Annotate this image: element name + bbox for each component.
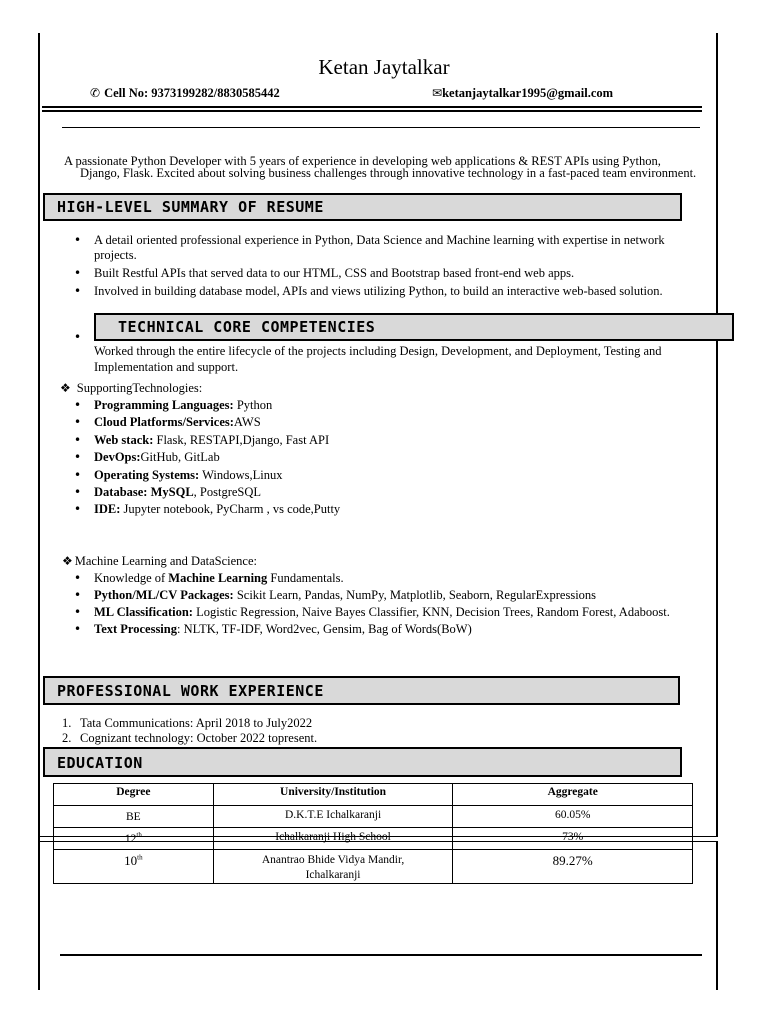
list-item: • Knowledge of Machine Learning Fundamentals. [70,571,670,586]
degree-cell: 12th [54,828,214,850]
ml-title-text: Machine Learning and DataScience: [74,554,257,568]
lifecycle-text: Worked through the entire lifecycle of the projects including Design, Development, and Deployment, Testing and Implementation and support. [94,344,662,374]
header-rule-top [42,106,702,108]
ml-list [70,571,670,637]
phone-text: Cell No: 9373199282/8830585442 [104,86,280,100]
page-border-left [38,33,40,990]
table-row [54,850,693,884]
list-item: • Database: MySQL, PostgreSQL [70,485,690,500]
list-item: • Web stack: Flask, RESTAPI,Django, Fast API [70,433,690,448]
list-item: • A detail oriented professional experience in Python, Data Science and Machine learning with expertise in network projects. [70,233,682,263]
institution-cell: D.K.T.E Ichalkaranji [213,806,453,828]
list-item: 2. Cognizant technology: October 2022 topresent. [62,731,318,745]
page-border-right [716,33,718,836]
section-summary-heading: HIGH-LEVEL SUMMARY OF RESUME [43,193,682,221]
aggregate-cell: 73% [453,828,693,850]
summary-list [70,233,682,299]
aggregate-cell: 89.27% [453,850,693,884]
section-education-heading: EDUCATION [43,747,682,777]
list-item: • Cloud Platforms/Services:AWS [70,415,690,430]
list-item: • Text Processing: NLTK, TF-IDF, Word2vec, Gensim, Bag of Words(BoW) [70,622,670,637]
page-border-right-lower [716,841,718,990]
list-item: • Python/ML/CV Packages: Scikit Learn, Pandas, NumPy, Matplotlib, Seaborn, RegularExpressions [70,588,670,603]
list-item: • Programming Languages: Python [70,398,690,413]
supporting-list [70,398,690,517]
email-text[interactable]: ketanjaytalkar1995@gmail.com [442,86,614,100]
diamond-bullet-icon: ❖ [62,554,73,568]
column-header-institution: University/Institution [213,784,453,806]
supporting-title [60,381,202,396]
aggregate-cell: 60.05% [453,806,693,828]
institution-cell: Ichalkaranji High School [213,828,453,850]
table-row [54,828,693,850]
degree-cell: BE [54,806,214,828]
experience-list [62,716,317,746]
list-item: 1. Tata Communications: April 2018 to July2022 [62,716,313,730]
bottom-rule [60,954,702,956]
column-header-degree: Degree [54,784,214,806]
intro-paragraph [64,156,718,179]
phone-contact [90,86,280,101]
column-header-aggregate: Aggregate [453,784,693,806]
list-item: • Operating Systems: Windows,Linux [70,468,690,483]
section-competencies-heading: TECHNICAL CORE COMPETENCIES [94,313,734,341]
intro-line-1: A passionate Python Developer with 5 years of experience in developing web applications & REST APIs using Python, [64,154,661,168]
list-item: • ML Classification: Logistic Regression, Naive Bayes Classifier, KNN, Decision Trees, Random Forest, Adaboost. [70,605,670,620]
table-row [54,806,693,828]
supporting-title-text: SupportingTechnologies: [76,381,203,395]
education-table [53,783,693,884]
ml-title [62,554,257,569]
intro-line-2: Django, Flask. Excited about solving business challenges through innovative technology in a fast-paced team environment. [80,165,697,180]
envelope-icon: ✉ [432,86,443,100]
list-item: • Involved in building database model, APIs and views utilizing Python, to build an interactive web-based solution. [70,284,682,299]
institution-cell: Anantrao Bhide Vidya Mandir, Ichalkaranji [213,850,453,884]
table-header-row [54,784,693,806]
header-rule-bottom [42,110,702,112]
list-item: • Built Restful APIs that served data to our HTML, CSS and Bootstrap based front-end web apps. [70,266,682,281]
diamond-bullet-icon: ❖ [60,381,71,395]
phone-icon: ✆ [90,86,101,100]
section-experience-heading: PROFESSIONAL WORK EXPERIENCE [43,676,680,705]
list-item: • DevOps:GitHub, GitLab [70,450,690,465]
header-thin-rule [62,127,700,128]
email-contact[interactable] [432,86,613,101]
list-item: • IDE: Jupyter notebook, PyCharm , vs code,Putty [70,502,690,517]
degree-cell: 10th [54,850,214,884]
candidate-name: Ketan Jaytalkar [318,55,450,79]
